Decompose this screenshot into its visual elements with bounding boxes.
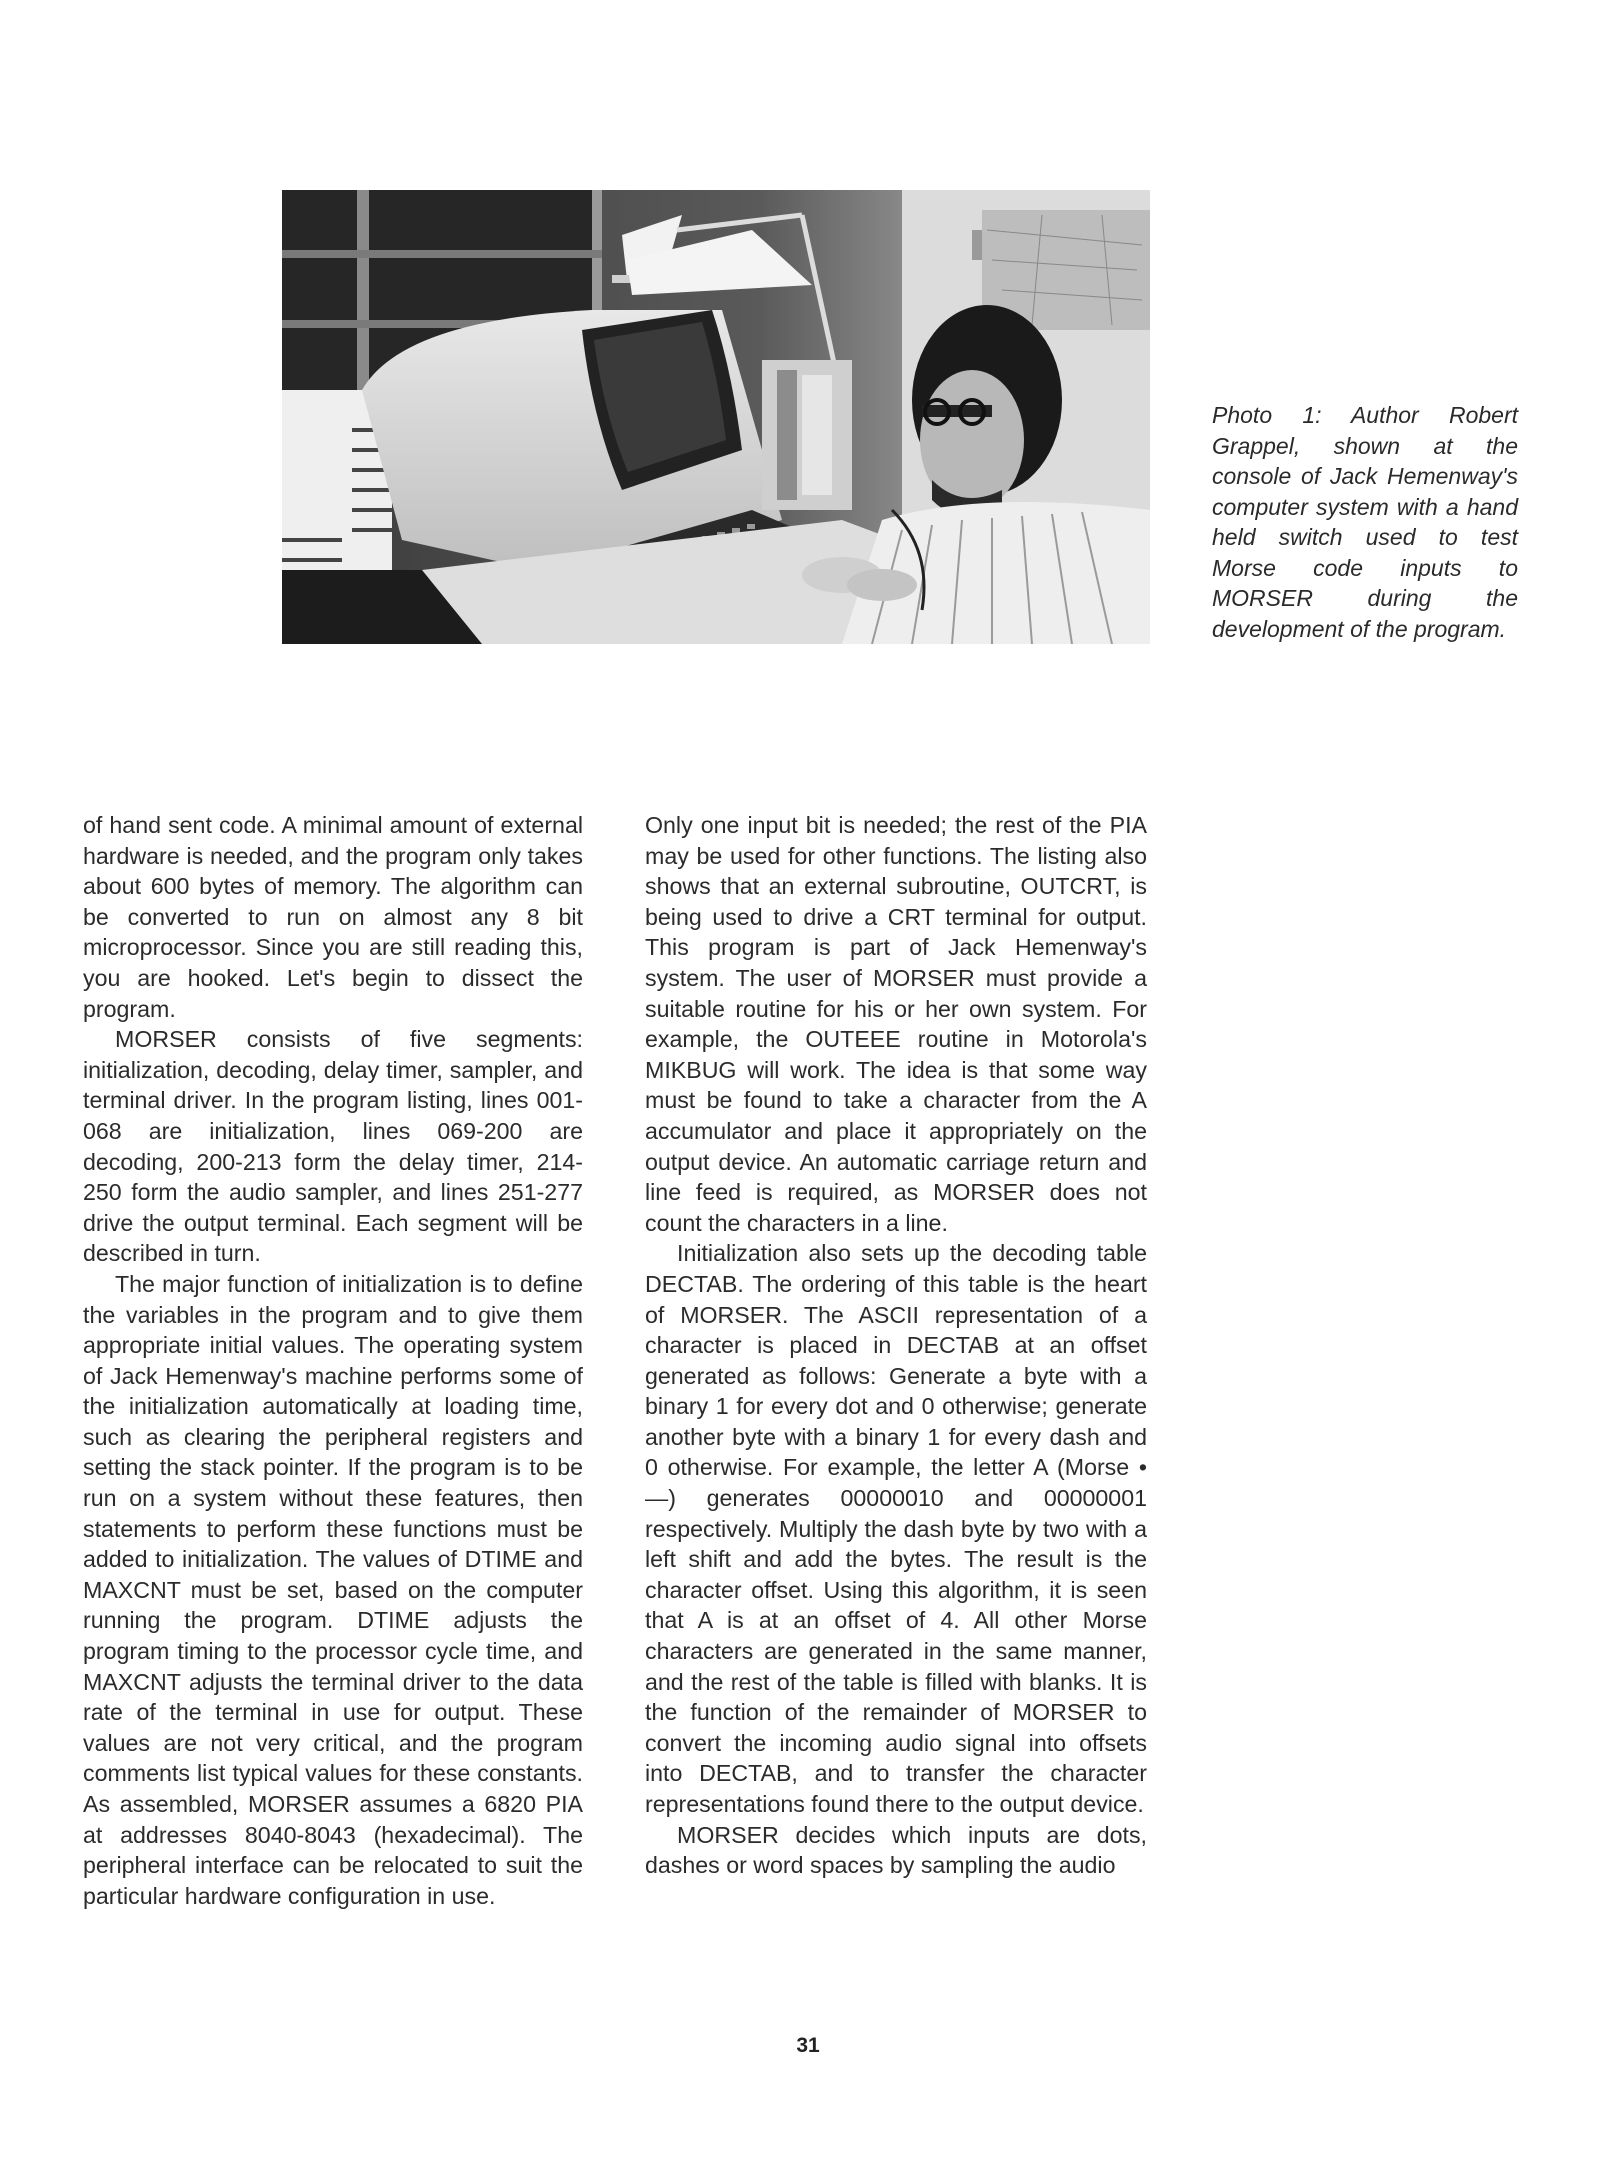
photo-image <box>282 190 1150 644</box>
paragraph: Initialization also sets up the decoding table DECTAB. The ordering of this table is the heart of MORSER. The ASCII representation of a character is placed in DECTAB at an offset generated as follows: Generate a byte with a binary 1 for every dot and 0 otherwise; generate another byte with a binary 1 for every dash and 0 otherwise. For example, the letter A (Morse • —) generates 00000010 and 00000001 respectively. Multiply the dash byte by two with a left shift and add the bytes. The result is the character offset. Using this algorithm, it is seen that A is at an offset of 4. All other Morse characters are generated in the same manner, and the rest of the table is filled with blanks. It is the function of the remainder of MORSER to convert the incoming audio signal into offsets into DECTAB, and to transfer the character representations found there to the output device. <box>645 1240 1147 1817</box>
left-column <box>83 810 583 1911</box>
paragraph: The major function of initialization is to define the variables in the program and to give them appropriate initial values. The operating system of Jack Hemenway's machine performs some of the initialization automatically at loading time, such as clearing the peripheral registers and setting the stack pointer. If the program is to be run on a system without these features, then statements to perform these functions must be added to initialization. The values of DTIME and MAXCNT must be set, based on the computer running the program. DTIME adjusts the program timing to the processor cycle time, and MAXCNT adjusts the terminal driver to the data rate of the terminal in use for output. These values are not very critical, and the program comments list typical values for these constants. As assembled, MORSER assumes a 6820 PIA at addresses 8040-8043 (hexadecimal). The peripheral interface can be relocated to suit the particular hardware configuration in use. <box>83 1270 583 1909</box>
page-number: 31 <box>796 2034 820 2057</box>
photo-caption: Photo 1: Author Robert Grappel, shown at the console of Jack Hemenway's computer system with a hand held switch used to test Morse code inputs to MORSER during the development of the program. <box>1212 402 1518 642</box>
right-column <box>645 810 1147 1881</box>
paragraph: MORSER decides which inputs are dots, dashes or word spaces by sampling the audio <box>645 1821 1147 1879</box>
paragraph: Only one input bit is needed; the rest of the PIA may be used for other functions. The listing also shows that an external subroutine, OUTCRT, is being used to drive a CRT terminal for output. This program is part of Jack Hemenway's system. The user of MORSER must provide a suitable routine for his or her own system. For example, the OUTEEE routine in Motorola's MIKBUG will work. The idea is that some way must be found to take a character from the A accumulator and place it appropriately on the output device. An automatic carriage return and line feed is required, as MORSER does not count the characters in a line. <box>645 812 1147 1236</box>
paragraph: MORSER consists of five segments: initialization, decoding, delay timer, sampler, and terminal driver. In the program listing, lines 001-068 are initialization, lines 069-200 are decoding, 200-213 form the delay timer, 214-250 form the audio sampler, and lines 251-277 drive the output terminal. Each segment will be described in turn. <box>83 1026 583 1267</box>
paragraph: of hand sent code. A minimal amount of external hardware is needed, and the program only takes about 600 bytes of memory. The algorithm can be converted to run on almost any 8 bit microprocessor. Since you are still reading this, you are hooked. Let's begin to dissect the program. <box>83 812 583 1022</box>
photo-computer-console <box>282 190 1150 644</box>
